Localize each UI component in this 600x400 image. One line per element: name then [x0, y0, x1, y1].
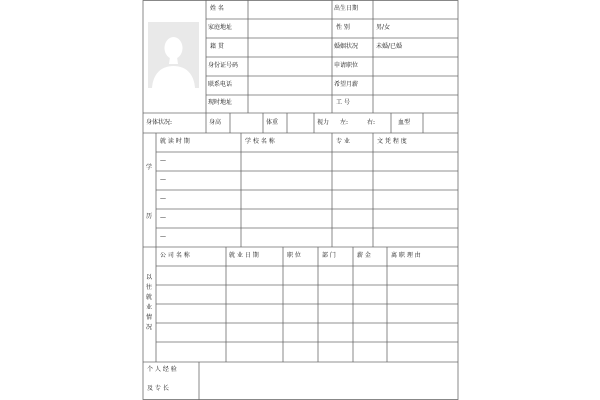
gender-label: 性 别 — [336, 24, 350, 31]
edu-row-dash: — — [160, 233, 166, 240]
health-status-label: 身体状况: — [146, 119, 173, 126]
edu-header-school: 学 校 名 称 — [245, 138, 275, 145]
phone-label: 联系电话 — [208, 81, 233, 88]
education-side-label-1: 学 — [145, 164, 152, 171]
expected-salary-label: 希望月薪 — [334, 81, 359, 88]
job-header-reason: 离 职 理 由 — [391, 252, 421, 259]
edu-row-dash: — — [160, 214, 166, 221]
employment-side-label: 就 — [145, 294, 152, 301]
job-header-date: 就 业 日 期 — [229, 252, 259, 259]
education-side-label-2: 历 — [145, 213, 152, 220]
marital-status-value: 未婚/已婚 — [376, 43, 403, 50]
employment-side-label: 情 — [145, 314, 152, 321]
experience-label-1: 个 人 经 验 — [147, 366, 177, 373]
resume-form — [142, 0, 459, 400]
edu-row-dash: — — [160, 195, 166, 202]
employment-side-label: 况 — [145, 324, 152, 331]
blood-type-label: 血型 — [398, 119, 411, 126]
weight-label: 体重 — [266, 119, 279, 126]
native-place-label: 籍 贯 — [210, 43, 224, 50]
position-applied-label: 申请职位 — [334, 62, 359, 69]
home-address-label: 家庭地址 — [208, 24, 233, 31]
vision-left-label: 左: — [340, 119, 349, 126]
photo-placeholder[interactable] — [148, 22, 199, 88]
gender-value: 男/女 — [376, 24, 391, 31]
marital-status-label: 婚姻状况 — [334, 43, 359, 50]
employee-no-label: 工 号 — [336, 99, 350, 106]
edu-row-dash: — — [160, 176, 166, 183]
id-number-label: 身份证号码 — [208, 62, 239, 69]
job-header-company: 公 司 名 称 — [160, 252, 190, 259]
job-header-salary: 薪 金 — [357, 252, 371, 259]
job-header-department: 部 门 — [322, 252, 336, 259]
job-header-position: 职 位 — [287, 252, 301, 259]
name-label: 姓 名 — [210, 5, 224, 12]
employment-side-label: 业 — [145, 304, 152, 311]
edu-header-major: 专 业 — [336, 138, 350, 145]
person-silhouette-icon — [148, 22, 199, 88]
vision-right-label: 右: — [367, 119, 376, 126]
experience-label-2: 及 专 长 — [147, 385, 169, 392]
employment-side-label: 往 — [145, 284, 152, 291]
edu-header-period: 就 读 时 期 — [160, 138, 190, 145]
edu-row-dash: — — [160, 157, 166, 164]
birth-date-label: 出生日期 — [334, 5, 359, 12]
current-address-label: 现时地址 — [208, 99, 233, 106]
edu-header-degree: 文 凭 程 度 — [377, 138, 407, 145]
employment-side-label: 以 — [145, 274, 152, 281]
vision-label: 视力 — [317, 119, 330, 126]
height-label: 身高 — [209, 119, 222, 126]
